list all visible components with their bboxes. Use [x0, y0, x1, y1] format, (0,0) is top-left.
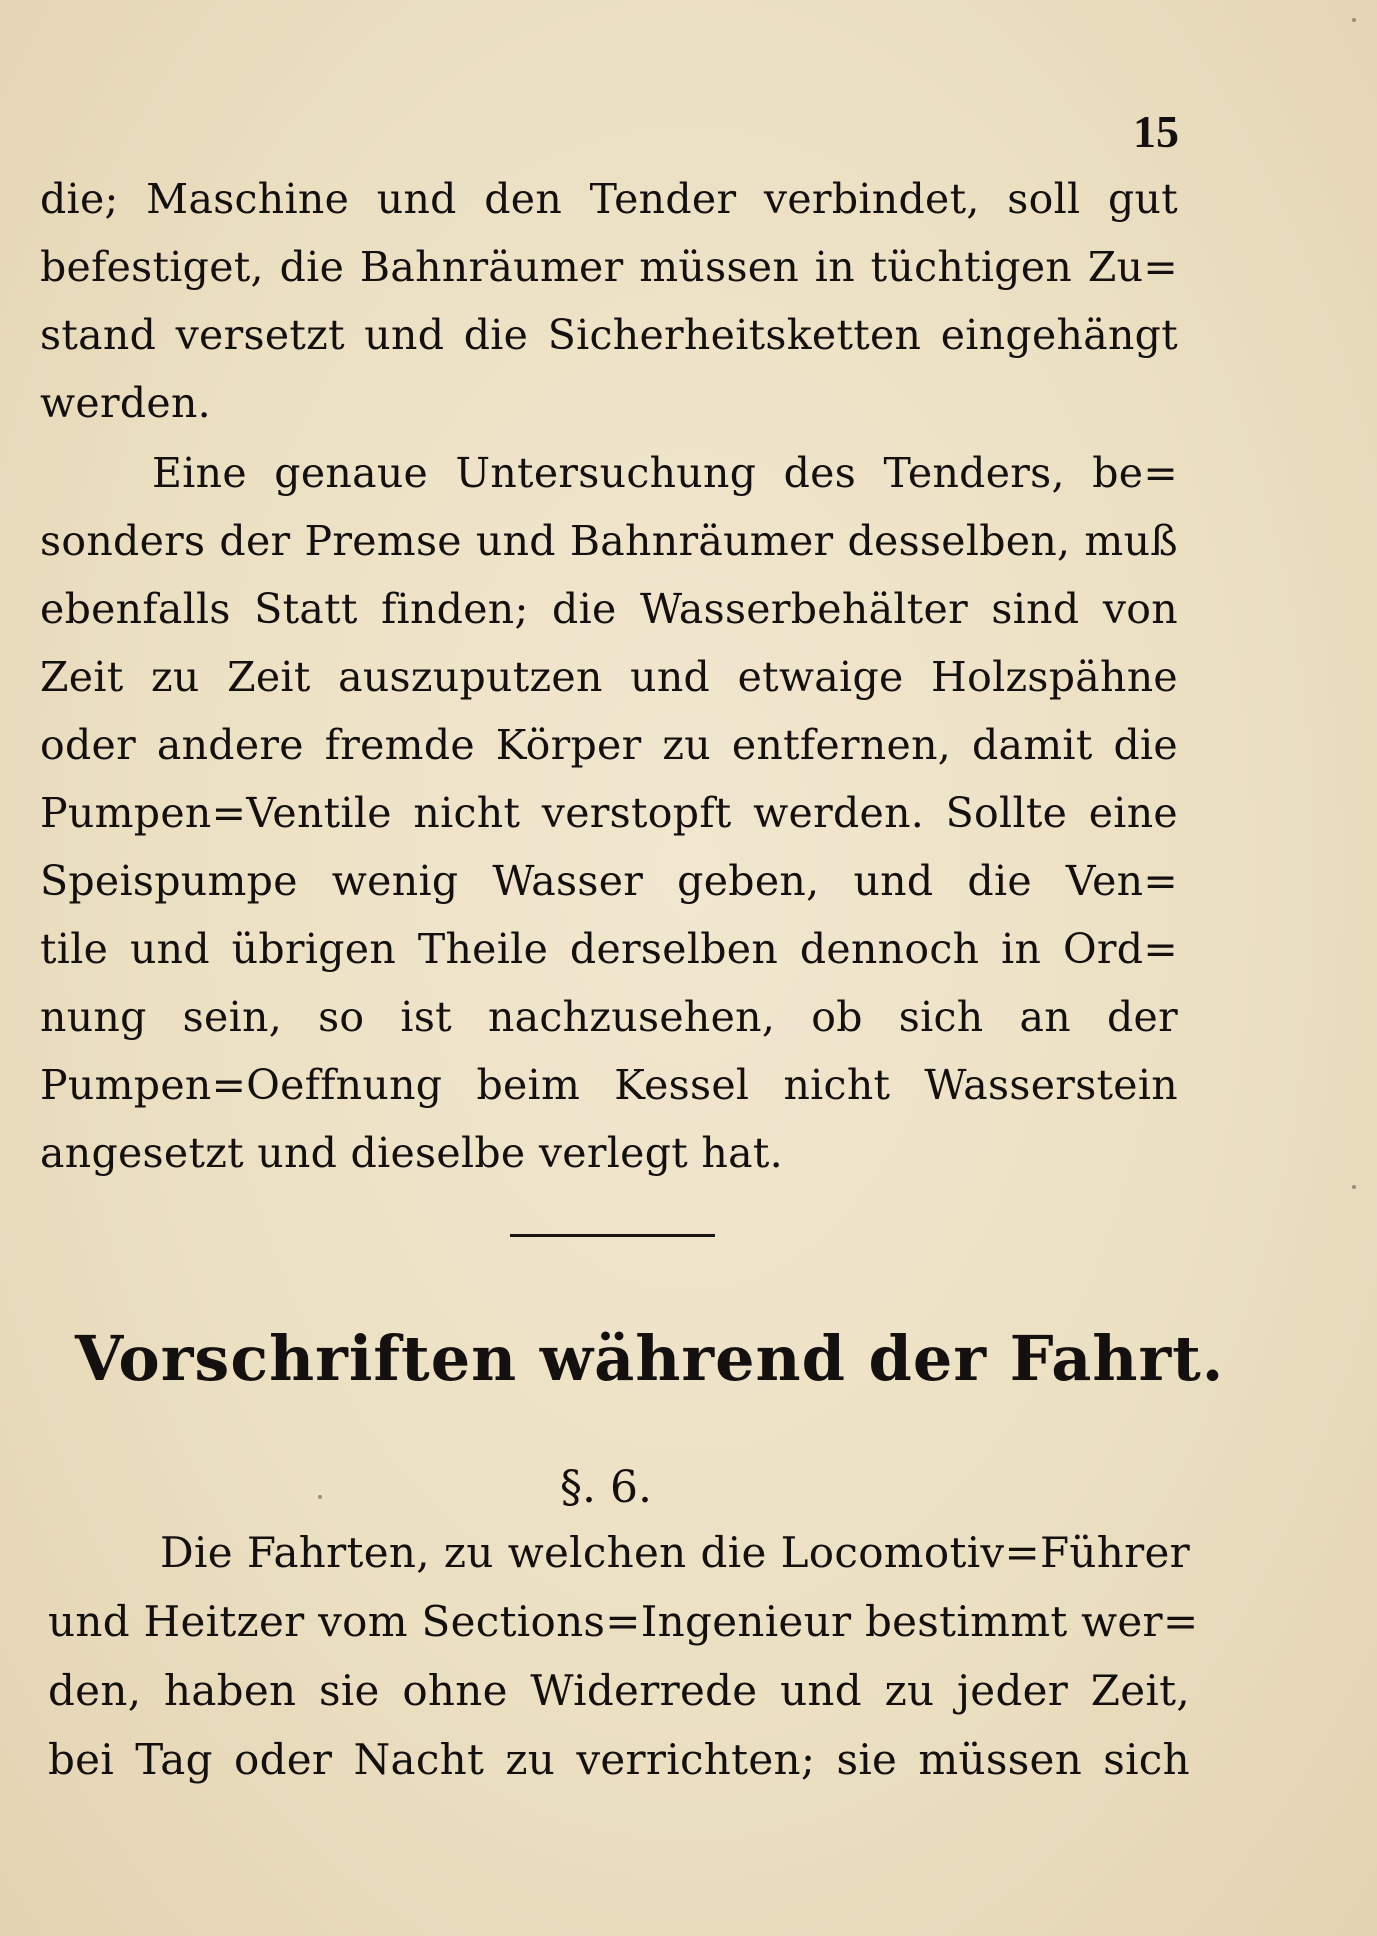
text-line: die; Maschine und den Tender verbindet, soll gut [40, 175, 1178, 223]
text-line: ebenfalls Statt finden; die Wasserbehälter sind von [40, 585, 1178, 633]
section-heading: Vorschriften während der Fahrt. [75, 1322, 1225, 1395]
paragraph-3 [48, 1518, 1199, 1794]
text-line: Eine genaue Untersuchung des Tenders, be= [152, 449, 1178, 497]
text-line: Pumpen=Ventile nicht verstopft werden. Sollte eine [40, 789, 1178, 837]
text-line: tile und übrigen Theile derselben dennoch in Ord= [40, 925, 1178, 973]
page-number: 15 [1133, 106, 1179, 157]
section-number: §. 6. [560, 1462, 652, 1513]
text-line: Pumpen=Oeffnung beim Kessel nicht Wasserstein [40, 1061, 1178, 1109]
text-line: oder andere fremde Körper zu entfernen, damit die [40, 721, 1178, 769]
text-line: den, haben sie ohne Widerrede und zu jeder Zeit, [48, 1666, 1190, 1715]
text-line: Die Fahrten, zu welchen die Locomotiv=Führer [160, 1528, 1190, 1577]
section-divider [510, 1234, 715, 1237]
paper-speck [1352, 1185, 1356, 1189]
paper-speck [1352, 18, 1356, 22]
paper-speck [318, 1495, 322, 1499]
text-line: bei Tag oder Nacht zu verrichten; sie müssen sich [48, 1735, 1190, 1784]
text-line: und Heitzer vom Sections=Ingenieur bestimmt wer= [48, 1597, 1199, 1646]
text-line: stand versetzt und die Sicherheitsketten eingehängt [40, 311, 1178, 359]
paragraph-1 [40, 165, 1178, 437]
text-line: werden. [40, 379, 212, 427]
text-line: Speispumpe wenig Wasser geben, und die Ven= [40, 857, 1178, 905]
text-line: Zeit zu Zeit auszuputzen und etwaige Holzspähne [40, 653, 1178, 701]
text-line: angesetzt und dieselbe verlegt hat. [40, 1129, 783, 1177]
text-line: nung sein, so ist nachzusehen, ob sich an der [40, 993, 1178, 1041]
paragraph-2 [40, 439, 1178, 1187]
text-line: sonders der Premse und Bahnräumer desselben, muß [40, 517, 1178, 565]
text-line: befestiget, die Bahnräumer müssen in tüchtigen Zu= [40, 243, 1178, 291]
